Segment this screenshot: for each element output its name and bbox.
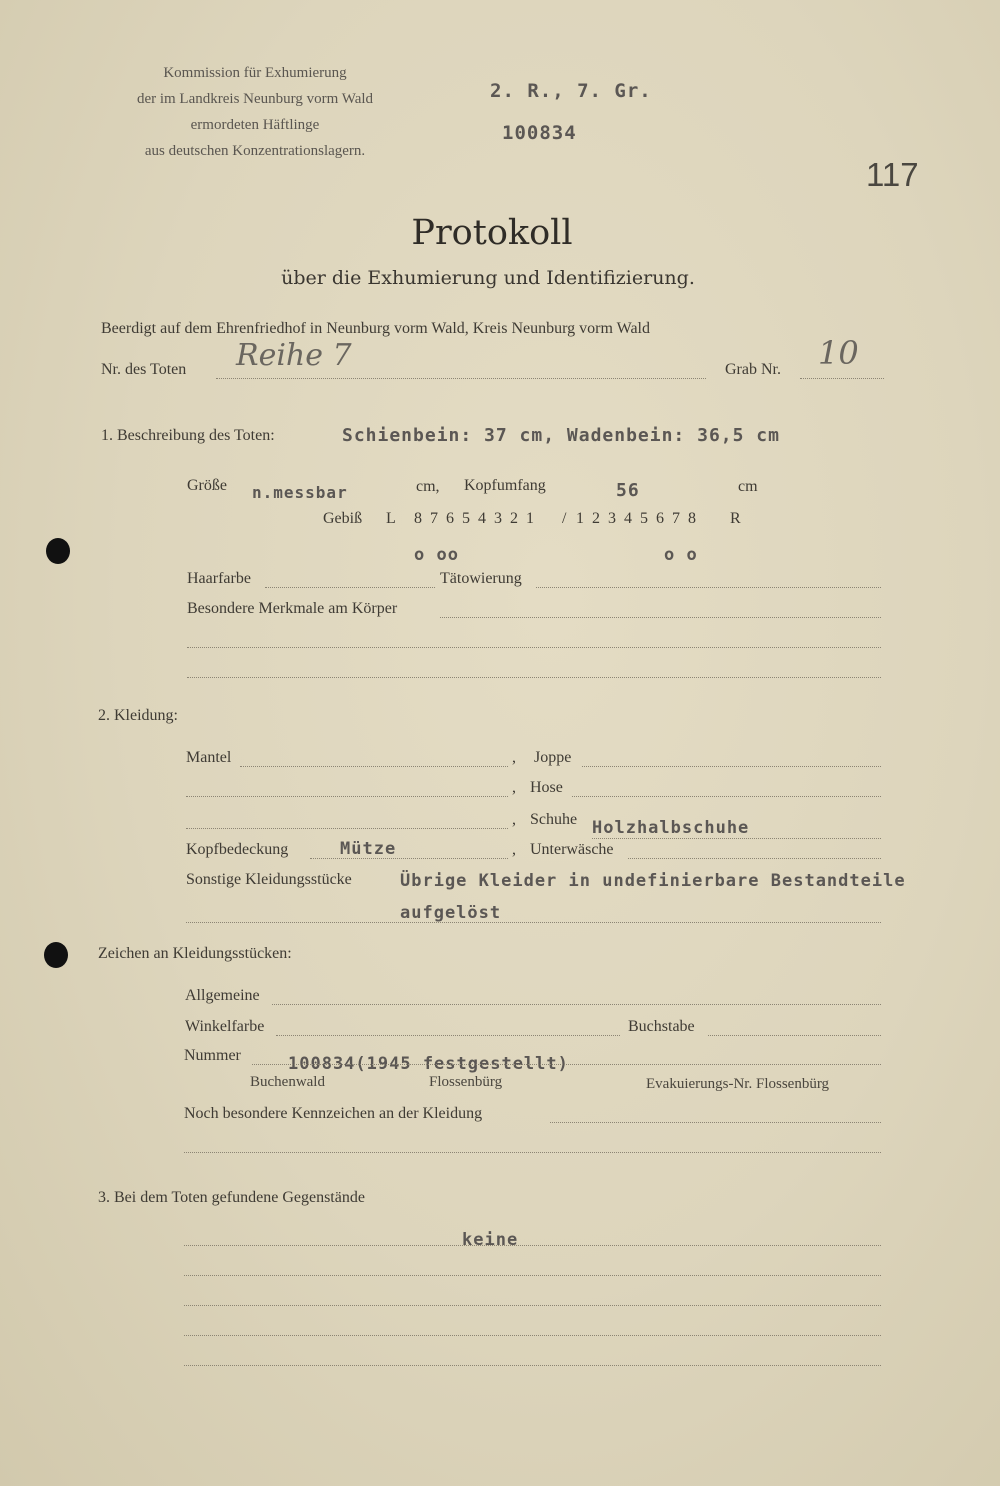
teeth-right-marker: R <box>730 510 741 527</box>
jacket-label: Joppe <box>534 749 572 766</box>
section3-label: 3. Bei dem Toten gefundene Gegenstände <box>98 1189 365 1206</box>
punch-hole <box>44 942 68 968</box>
cm-unit: cm, <box>416 478 440 495</box>
special-marks-label: Besondere Merkmale am Körper <box>187 600 398 617</box>
coat-label: Mantel <box>186 749 232 766</box>
commission-line: aus deutschen Konzentrationslagern. <box>144 143 366 159</box>
other-clothing-value: Übrige Kleider in undefinierbare Bestandteile <box>400 871 906 891</box>
headwear-label: Kopfbedeckung <box>186 841 289 858</box>
triangle-color-label: Winkelfarbe <box>185 1018 265 1035</box>
comma: , <box>512 779 516 796</box>
teeth-marks-right: o o <box>664 545 698 565</box>
other-clothing-label: Sonstige Kleidungsstücke <box>186 871 352 888</box>
cm-unit: cm <box>738 478 758 495</box>
grave-number-value: 10 <box>818 334 859 372</box>
teeth-left-marker: L <box>386 510 396 527</box>
commission-header <box>100 60 410 164</box>
letter-label: Buchstabe <box>628 1018 695 1035</box>
number-value: 100834(1945 festgestellt) <box>288 1054 569 1074</box>
evacuation-number-label: Evakuierungs-Nr. Flossenbürg <box>646 1076 830 1092</box>
comma: , <box>512 811 516 828</box>
height-label: Größe <box>187 477 227 494</box>
section1-label: 1. Beschreibung des Toten: <box>101 427 275 444</box>
trousers-label: Hose <box>530 779 563 796</box>
shoes-value: Holzhalbschuhe <box>592 818 750 838</box>
teeth-left-numbers: 8 7 6 5 4 3 2 1 <box>414 510 536 527</box>
burial-location: Beerdigt auf dem Ehrenfriedhof in Neunburg vorm Wald, Kreis Neunburg vorm Wald <box>101 320 650 337</box>
reference-line: 2. R., 7. Gr. <box>490 80 652 102</box>
commission-line: Kommission für Exhumierung <box>163 65 347 81</box>
comma: , <box>512 841 516 858</box>
clothing-marks-label: Zeichen an Kleidungsstücken: <box>98 945 292 962</box>
buchenwald-label: Buchenwald <box>250 1074 325 1090</box>
commission-line: der im Landkreis Neunburg vorm Wald <box>136 91 374 107</box>
underwear-label: Unterwäsche <box>530 841 614 858</box>
dead-number-value: Reihe 7 <box>236 338 352 373</box>
found-items-value: keine <box>462 1230 519 1250</box>
hair-color-label: Haarfarbe <box>187 570 251 587</box>
other-clothing-value-continued: aufgelöst <box>400 903 502 923</box>
punch-hole <box>46 538 70 564</box>
head-circumference-value: 56 <box>616 480 640 501</box>
section2-label: 2. Kleidung: <box>98 707 178 724</box>
number-label: Nummer <box>184 1047 241 1064</box>
teeth-right-numbers: 1 2 3 4 5 6 7 8 <box>576 510 698 527</box>
head-circumference-label: Kopfumfang <box>464 477 546 494</box>
height-value: n.messbar <box>252 483 348 502</box>
teeth-label: Gebiß <box>323 510 363 527</box>
document-subtitle: über die Exhumierung und Identifizierung. <box>281 267 695 289</box>
comma: , <box>512 749 516 766</box>
flossenburg-label: Flossenbürg <box>429 1074 503 1090</box>
section1-value: Schienbein: 37 cm, Wadenbein: 36,5 cm <box>342 425 780 446</box>
document-title: Protokoll <box>411 213 573 253</box>
teeth-marks-left: o oo <box>414 545 459 565</box>
teeth-separator: / <box>562 510 567 527</box>
page-number: 117 <box>866 156 919 193</box>
dead-number-label: Nr. des Toten <box>101 361 187 378</box>
general-label: Allgemeine <box>185 987 260 1004</box>
commission-line: ermordeten Häftlinge <box>190 117 320 133</box>
shoes-label: Schuhe <box>530 811 578 828</box>
headwear-value: Mütze <box>340 839 397 859</box>
grave-number-label: Grab Nr. <box>725 361 781 378</box>
reference-number: 100834 <box>502 122 577 144</box>
tattoo-label: Tätowierung <box>440 570 522 587</box>
other-marks-label: Noch besondere Kennzeichen an der Kleidung <box>184 1105 483 1122</box>
